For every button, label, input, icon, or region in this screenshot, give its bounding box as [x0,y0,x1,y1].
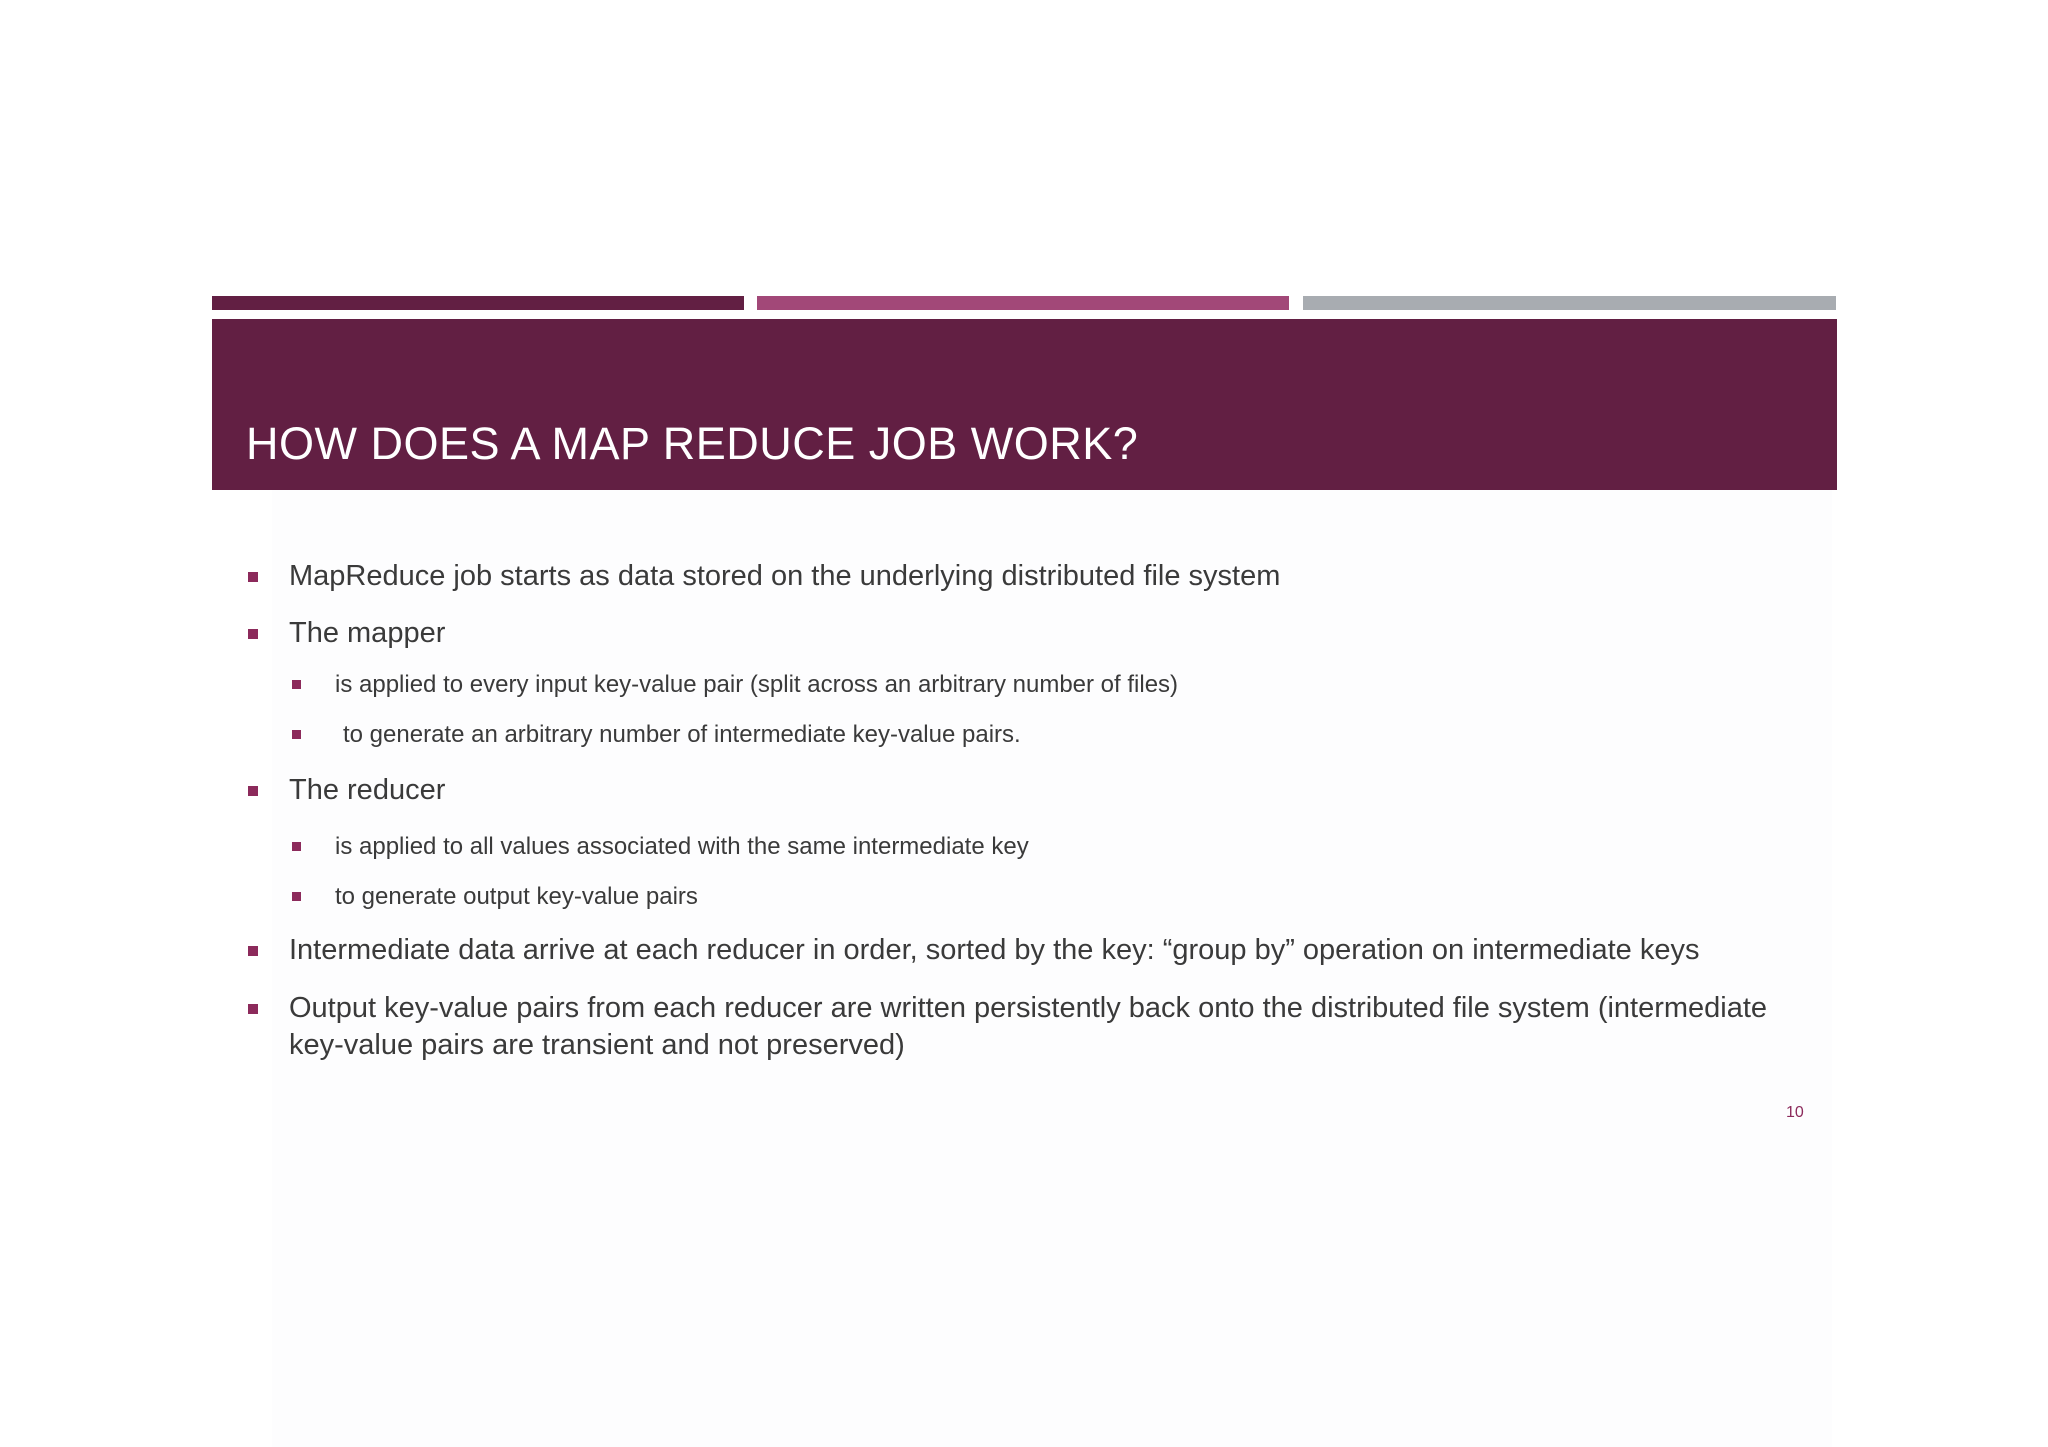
bullet-text: The reducer [289,774,446,806]
page-number: 10 [1786,1104,1804,1121]
bullet-item [246,558,1826,595]
sub-bullet-item [291,719,1826,750]
bullet-item [246,772,1826,809]
sub-bullet-item [291,831,1826,862]
accent-bar-medium [757,296,1289,310]
slide-title: HOW DOES A MAP REDUCE JOB WORK? [246,418,1139,469]
square-bullet-icon [292,892,301,901]
square-bullet-icon [248,946,258,956]
sub-bullet-text: is applied to all values associated with the same intermediate key [335,833,1029,860]
bullet-text: MapReduce job starts as data stored on the underlying distributed file system [289,560,1281,592]
sub-bullet-item [291,881,1826,912]
square-bullet-icon [292,730,301,739]
sub-bullet-text: to generate an arbitrary number of intermediate key-value pairs. [343,721,1021,748]
accent-bar-dark [212,296,744,310]
square-bullet-icon [292,680,301,689]
sub-bullet-text: is applied to every input key-value pair (split across an arbitrary number of files) [335,671,1179,698]
square-bullet-icon [248,1004,258,1014]
square-bullet-icon [248,629,258,639]
square-bullet-icon [248,786,258,796]
bullet-text: Intermediate data arrive at each reducer in order, sorted by the key: “group by” operation on intermediate keys [289,934,1700,966]
bullet-item [246,990,1826,1064]
bullet-text: Output key-value pairs from each reducer are written persistently back onto the distributed file system (intermediate key-value pairs are transient and not preserved) [289,992,1768,1061]
accent-bar-gray [1303,296,1836,310]
title-band [212,319,1837,490]
bullet-text: The mapper [289,617,446,649]
bullet-item [246,615,1826,652]
square-bullet-icon [248,572,258,582]
square-bullet-icon [292,842,301,851]
bullet-list [246,558,1826,1064]
sub-bullet-item [291,669,1826,700]
bullet-item [246,932,1826,969]
sub-bullet-text: to generate output key-value pairs [335,883,698,910]
